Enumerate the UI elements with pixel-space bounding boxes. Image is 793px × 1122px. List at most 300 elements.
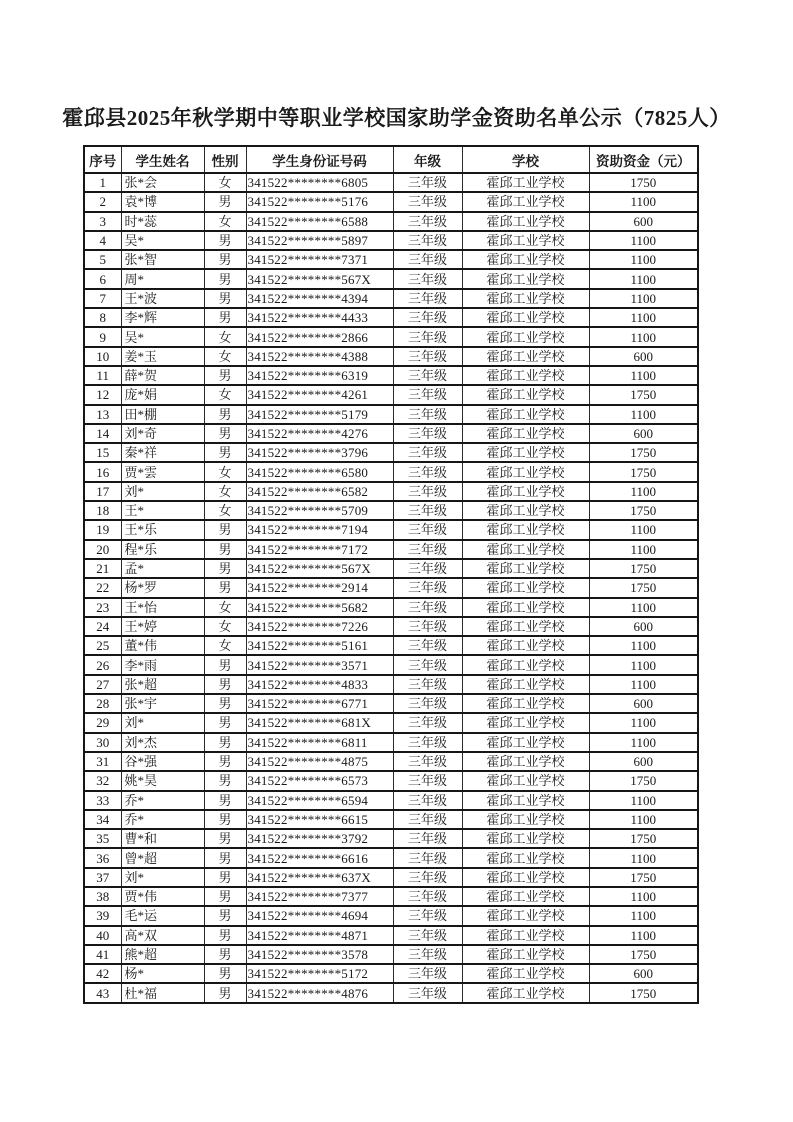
student-name-cell: 庞*娟 [121,385,204,404]
seq-cell: 42 [84,964,121,983]
id-number-cell: 341522********6573 [246,771,393,790]
grade-cell: 三年级 [393,598,462,617]
seq-cell: 19 [84,520,121,539]
gender-cell: 女 [204,385,246,404]
grade-cell: 三年级 [393,366,462,385]
seq-cell: 26 [84,655,121,674]
table-row [84,791,698,810]
gender-cell: 女 [204,173,246,192]
grade-cell: 三年级 [393,559,462,578]
table-row [84,482,698,501]
table-row [84,347,698,366]
school-cell: 霍邱工业学校 [462,906,589,925]
seq-cell: 43 [84,983,121,1002]
school-cell: 霍邱工业学校 [462,501,589,520]
seq-cell: 32 [84,771,121,790]
student-name-cell: 王*乐 [121,520,204,539]
amount-cell: 1100 [589,366,698,385]
amount-cell: 1100 [589,269,698,288]
id-number-cell: 341522********5897 [246,231,393,250]
table-row [84,771,698,790]
amount-cell: 1100 [589,655,698,674]
student-name-cell: 秦*祥 [121,443,204,462]
amount-cell: 600 [589,694,698,713]
table-row [84,945,698,964]
gender-cell: 男 [204,675,246,694]
student-name-cell: 毛*运 [121,906,204,925]
school-cell: 霍邱工业学校 [462,983,589,1002]
school-cell: 霍邱工业学校 [462,771,589,790]
grade-cell: 三年级 [393,964,462,983]
scholarship-table [83,145,699,1004]
student-name-cell: 乔* [121,810,204,829]
gender-cell: 男 [204,578,246,597]
seq-cell: 5 [84,250,121,269]
seq-cell: 16 [84,462,121,481]
amount-cell: 1100 [589,520,698,539]
id-number-cell: 341522********6615 [246,810,393,829]
gender-cell: 男 [204,250,246,269]
school-cell: 霍邱工业学校 [462,675,589,694]
id-number-cell: 341522********5172 [246,964,393,983]
student-name-cell: 袁*博 [121,192,204,211]
student-name-cell: 姜*玉 [121,347,204,366]
amount-cell: 1750 [589,945,698,964]
table-row [84,713,698,732]
id-number-cell: 341522********6771 [246,694,393,713]
id-number-cell: 341522********7194 [246,520,393,539]
gender-cell: 男 [204,559,246,578]
student-name-cell: 刘* [121,482,204,501]
student-name-cell: 谷*强 [121,752,204,771]
student-name-cell: 曾*超 [121,848,204,867]
student-name-cell: 刘* [121,868,204,887]
amount-cell: 1750 [589,578,698,597]
id-number-cell: 341522********4388 [246,347,393,366]
school-cell: 霍邱工业学校 [462,829,589,848]
school-cell: 霍邱工业学校 [462,694,589,713]
table-row [84,733,698,752]
grade-cell: 三年级 [393,926,462,945]
grade-cell: 三年级 [393,578,462,597]
table-row [84,752,698,771]
amount-cell: 1100 [589,598,698,617]
school-cell: 霍邱工业学校 [462,269,589,288]
seq-cell: 23 [84,598,121,617]
seq-cell: 40 [84,926,121,945]
table-row [84,598,698,617]
amount-cell: 1100 [589,482,698,501]
school-cell: 霍邱工业学校 [462,926,589,945]
amount-cell: 1100 [589,906,698,925]
table-row [84,578,698,597]
student-name-cell: 张*宇 [121,694,204,713]
gender-cell: 男 [204,405,246,424]
student-name-cell: 张*会 [121,173,204,192]
id-number-cell: 341522********6580 [246,462,393,481]
seq-cell: 30 [84,733,121,752]
gender-cell: 男 [204,771,246,790]
id-number-cell: 341522********6582 [246,482,393,501]
student-name-cell: 李*雨 [121,655,204,674]
id-number-cell: 341522********3578 [246,945,393,964]
grade-cell: 三年级 [393,231,462,250]
school-cell: 霍邱工业学校 [462,868,589,887]
gender-cell: 男 [204,694,246,713]
gender-cell: 女 [204,617,246,636]
seq-cell: 41 [84,945,121,964]
gender-cell: 女 [204,212,246,231]
seq-cell: 20 [84,540,121,559]
gender-cell: 男 [204,269,246,288]
id-number-cell: 341522********6319 [246,366,393,385]
amount-cell: 1100 [589,675,698,694]
amount-cell: 1100 [589,231,698,250]
id-number-cell: 341522********5709 [246,501,393,520]
student-name-cell: 周* [121,269,204,288]
amount-cell: 1750 [589,443,698,462]
student-name-cell: 李*辉 [121,308,204,327]
amount-cell: 1100 [589,926,698,945]
seq-cell: 21 [84,559,121,578]
id-number-cell: 341522********5161 [246,636,393,655]
table-row [84,848,698,867]
table-row [84,443,698,462]
table-row [84,868,698,887]
amount-cell: 1100 [589,810,698,829]
student-name-cell: 曹*和 [121,829,204,848]
id-number-cell: 341522********4871 [246,926,393,945]
id-number-cell: 341522********6805 [246,173,393,192]
grade-cell: 三年级 [393,289,462,308]
grade-cell: 三年级 [393,212,462,231]
page-title: 霍邱县2025年秋学期中等职业学校国家助学金资助名单公示（7825人） [62,106,731,130]
table-row [84,501,698,520]
grade-cell: 三年级 [393,269,462,288]
seq-cell: 34 [84,810,121,829]
amount-cell: 1750 [589,983,698,1002]
id-number-cell: 341522********6616 [246,848,393,867]
grade-cell: 三年级 [393,675,462,694]
seq-cell: 18 [84,501,121,520]
table-row [84,964,698,983]
table-row [84,810,698,829]
table-row [84,675,698,694]
grade-cell: 三年级 [393,424,462,443]
student-name-cell: 吴* [121,231,204,250]
school-cell: 霍邱工业学校 [462,964,589,983]
seq-cell: 9 [84,327,121,346]
gender-cell: 男 [204,848,246,867]
school-cell: 霍邱工业学校 [462,462,589,481]
amount-cell: 600 [589,617,698,636]
header-amount: 资助资金（元） [589,146,698,173]
seq-cell: 29 [84,713,121,732]
school-cell: 霍邱工业学校 [462,173,589,192]
id-number-cell: 341522********6811 [246,733,393,752]
grade-cell: 三年级 [393,983,462,1002]
header-school: 学校 [462,146,589,173]
school-cell: 霍邱工业学校 [462,636,589,655]
school-cell: 霍邱工业学校 [462,791,589,810]
grade-cell: 三年级 [393,636,462,655]
amount-cell: 1100 [589,713,698,732]
seq-cell: 6 [84,269,121,288]
table-row [84,983,698,1002]
seq-cell: 27 [84,675,121,694]
seq-cell: 11 [84,366,121,385]
id-number-cell: 341522********3796 [246,443,393,462]
table-row [84,926,698,945]
gender-cell: 男 [204,983,246,1002]
table-row [84,173,698,192]
grade-cell: 三年级 [393,250,462,269]
amount-cell: 1100 [589,289,698,308]
table-row [84,212,698,231]
grade-cell: 三年级 [393,752,462,771]
seq-cell: 14 [84,424,121,443]
grade-cell: 三年级 [393,945,462,964]
student-name-cell: 时*蕊 [121,212,204,231]
seq-cell: 10 [84,347,121,366]
id-number-cell: 341522********6594 [246,791,393,810]
id-number-cell: 341522********3571 [246,655,393,674]
id-number-cell: 341522********567X [246,559,393,578]
grade-cell: 三年级 [393,694,462,713]
grade-cell: 三年级 [393,173,462,192]
student-name-cell: 薛*贺 [121,366,204,385]
gender-cell: 男 [204,752,246,771]
header-seq: 序号 [84,146,121,173]
seq-cell: 35 [84,829,121,848]
id-number-cell: 341522********7371 [246,250,393,269]
grade-cell: 三年级 [393,192,462,211]
table-row [84,231,698,250]
table-row [84,385,698,404]
table-row [84,327,698,346]
amount-cell: 1100 [589,250,698,269]
school-cell: 霍邱工业学校 [462,752,589,771]
seq-cell: 1 [84,173,121,192]
school-cell: 霍邱工业学校 [462,848,589,867]
grade-cell: 三年级 [393,771,462,790]
gender-cell: 男 [204,926,246,945]
id-number-cell: 341522********637X [246,868,393,887]
student-name-cell: 高*双 [121,926,204,945]
school-cell: 霍邱工业学校 [462,212,589,231]
seq-cell: 17 [84,482,121,501]
school-cell: 霍邱工业学校 [462,810,589,829]
grade-cell: 三年级 [393,848,462,867]
grade-cell: 三年级 [393,405,462,424]
amount-cell: 1100 [589,733,698,752]
seq-cell: 33 [84,791,121,810]
grade-cell: 三年级 [393,906,462,925]
table-header-row [84,146,698,173]
id-number-cell: 341522********4433 [246,308,393,327]
gender-cell: 男 [204,289,246,308]
table-row [84,520,698,539]
school-cell: 霍邱工业学校 [462,617,589,636]
school-cell: 霍邱工业学校 [462,655,589,674]
id-number-cell: 341522********6588 [246,212,393,231]
grade-cell: 三年级 [393,655,462,674]
school-cell: 霍邱工业学校 [462,443,589,462]
seq-cell: 4 [84,231,121,250]
gender-cell: 男 [204,733,246,752]
school-cell: 霍邱工业学校 [462,559,589,578]
amount-cell: 1750 [589,462,698,481]
id-number-cell: 341522********2914 [246,578,393,597]
school-cell: 霍邱工业学校 [462,308,589,327]
school-cell: 霍邱工业学校 [462,405,589,424]
seq-cell: 25 [84,636,121,655]
id-number-cell: 341522********4875 [246,752,393,771]
gender-cell: 女 [204,327,246,346]
amount-cell: 1100 [589,636,698,655]
school-cell: 霍邱工业学校 [462,347,589,366]
table-row [84,308,698,327]
school-cell: 霍邱工业学校 [462,482,589,501]
gender-cell: 男 [204,791,246,810]
seq-cell: 12 [84,385,121,404]
amount-cell: 1100 [589,540,698,559]
seq-cell: 3 [84,212,121,231]
student-name-cell: 杨* [121,964,204,983]
id-number-cell: 341522********4876 [246,983,393,1002]
school-cell: 霍邱工业学校 [462,192,589,211]
amount-cell: 600 [589,212,698,231]
header-name: 学生姓名 [121,146,204,173]
id-number-cell: 341522********2866 [246,327,393,346]
gender-cell: 男 [204,829,246,848]
student-name-cell: 孟* [121,559,204,578]
student-name-cell: 姚*昊 [121,771,204,790]
amount-cell: 1100 [589,327,698,346]
amount-cell: 1750 [589,559,698,578]
id-number-cell: 341522********3792 [246,829,393,848]
id-number-cell: 341522********5682 [246,598,393,617]
student-name-cell: 程*乐 [121,540,204,559]
gender-cell: 女 [204,482,246,501]
school-cell: 霍邱工业学校 [462,366,589,385]
id-number-cell: 341522********4394 [246,289,393,308]
gender-cell: 男 [204,906,246,925]
school-cell: 霍邱工业学校 [462,598,589,617]
gender-cell: 男 [204,868,246,887]
school-cell: 霍邱工业学校 [462,327,589,346]
amount-cell: 1100 [589,308,698,327]
school-cell: 霍邱工业学校 [462,520,589,539]
id-number-cell: 341522********5179 [246,405,393,424]
table-row [84,829,698,848]
header-gender: 性别 [204,146,246,173]
grade-cell: 三年级 [393,868,462,887]
gender-cell: 男 [204,810,246,829]
seq-cell: 38 [84,887,121,906]
amount-cell: 1100 [589,887,698,906]
school-cell: 霍邱工业学校 [462,385,589,404]
table-row [84,636,698,655]
table-row [84,694,698,713]
table-row [84,906,698,925]
student-name-cell: 王*婷 [121,617,204,636]
school-cell: 霍邱工业学校 [462,250,589,269]
student-name-cell: 刘*奇 [121,424,204,443]
table-row [84,540,698,559]
student-name-cell: 田*棚 [121,405,204,424]
grade-cell: 三年级 [393,347,462,366]
seq-cell: 22 [84,578,121,597]
school-cell: 霍邱工业学校 [462,945,589,964]
seq-cell: 24 [84,617,121,636]
id-number-cell: 341522********4694 [246,906,393,925]
amount-cell: 1750 [589,868,698,887]
gender-cell: 男 [204,964,246,983]
gender-cell: 男 [204,887,246,906]
school-cell: 霍邱工业学校 [462,887,589,906]
id-number-cell: 341522********4833 [246,675,393,694]
grade-cell: 三年级 [393,520,462,539]
gender-cell: 男 [204,443,246,462]
seq-cell: 2 [84,192,121,211]
amount-cell: 600 [589,424,698,443]
id-number-cell: 341522********4261 [246,385,393,404]
table-row [84,250,698,269]
student-name-cell: 刘* [121,713,204,732]
id-number-cell: 341522********7172 [246,540,393,559]
gender-cell: 女 [204,598,246,617]
table-body [84,173,698,1003]
gender-cell: 女 [204,462,246,481]
student-name-cell: 乔* [121,791,204,810]
seq-cell: 7 [84,289,121,308]
amount-cell: 600 [589,752,698,771]
gender-cell: 男 [204,424,246,443]
id-number-cell: 341522********4276 [246,424,393,443]
amount-cell: 1100 [589,791,698,810]
table-row [84,366,698,385]
table-row [84,887,698,906]
grade-cell: 三年级 [393,713,462,732]
table-row [84,424,698,443]
table-row [84,462,698,481]
amount-cell: 1750 [589,501,698,520]
seq-cell: 13 [84,405,121,424]
grade-cell: 三年级 [393,810,462,829]
id-number-cell: 341522********681X [246,713,393,732]
student-name-cell: 王*波 [121,289,204,308]
id-number-cell: 341522********7377 [246,887,393,906]
id-number-cell: 341522********5176 [246,192,393,211]
amount-cell: 600 [589,964,698,983]
gender-cell: 男 [204,231,246,250]
student-name-cell: 董*伟 [121,636,204,655]
school-cell: 霍邱工业学校 [462,733,589,752]
amount-cell: 1750 [589,173,698,192]
school-cell: 霍邱工业学校 [462,540,589,559]
amount-cell: 1750 [589,385,698,404]
amount-cell: 1100 [589,192,698,211]
table-row [84,192,698,211]
table-row [84,405,698,424]
id-number-cell: 341522********7226 [246,617,393,636]
amount-cell: 1750 [589,829,698,848]
table-row [84,559,698,578]
seq-cell: 28 [84,694,121,713]
gender-cell: 男 [204,945,246,964]
amount-cell: 1100 [589,848,698,867]
